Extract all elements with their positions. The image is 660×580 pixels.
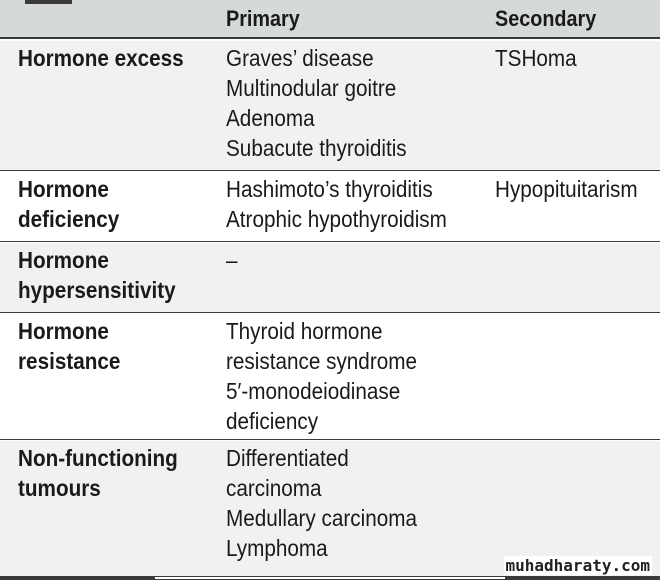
table-row xyxy=(0,172,660,242)
primary-line: Thyroid hormone xyxy=(226,318,383,344)
primary-line: Atrophic hypothyroidism xyxy=(226,206,447,232)
primary-cell xyxy=(226,316,417,436)
row-label-line: Hormone xyxy=(18,318,109,344)
primary-cell xyxy=(226,174,447,234)
table-header-row xyxy=(0,0,660,39)
bottom-rule-gap xyxy=(155,577,505,579)
row-label xyxy=(18,43,184,73)
primary-line: Multinodular goitre xyxy=(226,75,397,101)
secondary-cell xyxy=(495,43,577,73)
primary-cell xyxy=(226,43,407,163)
row-label-line: Hormone excess xyxy=(18,45,184,71)
table-row xyxy=(0,314,660,440)
row-label-line: resistance xyxy=(18,348,121,374)
primary-line: Subacute thyroiditis xyxy=(226,135,407,161)
primary-line: Medullary carcinoma xyxy=(226,505,417,531)
table-row xyxy=(0,41,660,171)
row-label-line: hypersensitivity xyxy=(18,277,176,303)
row-label xyxy=(18,443,178,503)
primary-line: Lymphoma xyxy=(226,535,328,561)
primary-line: Hashimoto’s thyroiditis xyxy=(226,176,433,202)
header-tab-marker xyxy=(25,0,72,4)
row-label-line: Hormone xyxy=(18,247,109,273)
primary-cell xyxy=(226,443,417,563)
primary-cell xyxy=(226,245,238,275)
primary-line: carcinoma xyxy=(226,475,322,501)
row-label xyxy=(18,245,176,305)
column-header-primary: Primary xyxy=(226,6,300,31)
row-label-line: Non-functioning xyxy=(18,445,178,471)
row-label xyxy=(18,174,119,234)
primary-line: – xyxy=(226,247,238,273)
primary-line: Differentiated xyxy=(226,445,349,471)
row-label-line: tumours xyxy=(18,475,101,501)
watermark: muhadharaty.com xyxy=(505,556,650,575)
row-label xyxy=(18,316,120,376)
primary-line: Adenoma xyxy=(226,105,315,131)
primary-line: Graves’ disease xyxy=(226,45,374,71)
table-row xyxy=(0,243,660,313)
secondary-line: TSHoma xyxy=(495,45,577,71)
secondary-cell xyxy=(495,174,638,204)
primary-line: resistance syndrome xyxy=(226,348,417,374)
row-label-line: deficiency xyxy=(18,206,120,232)
row-label-line: Hormone xyxy=(18,176,109,202)
primary-line: 5′-monodeiodinase xyxy=(226,378,401,404)
secondary-line: Hypopituitarism xyxy=(495,176,638,202)
column-header-secondary: Secondary xyxy=(495,6,597,31)
primary-line: deficiency xyxy=(226,408,319,434)
